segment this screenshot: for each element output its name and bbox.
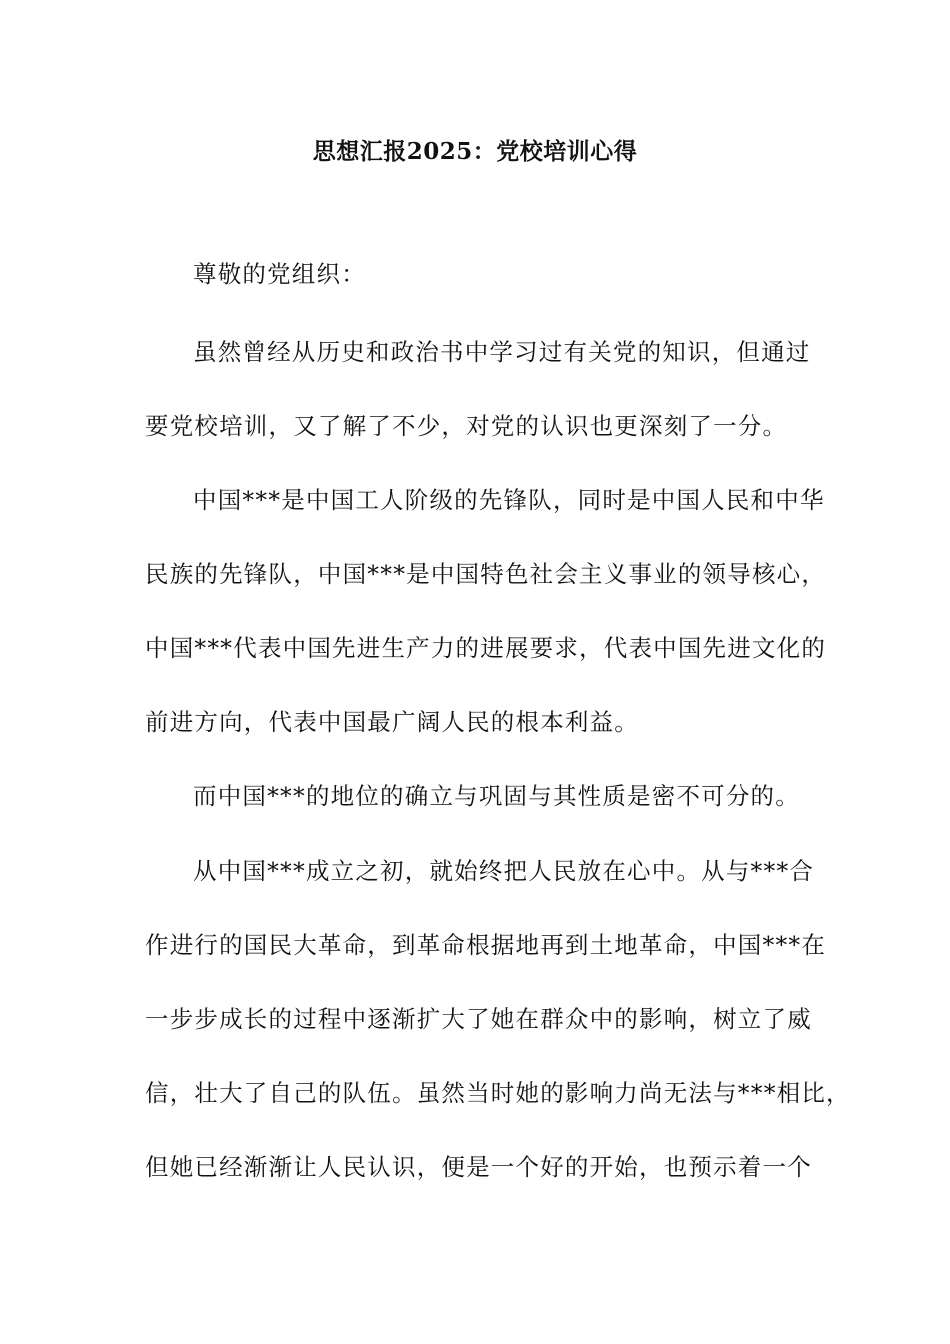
document-title: 思想汇报2025：党校培训心得: [312, 138, 638, 165]
paragraph-line: 前进方向，代表中国最广阔人民的根本利益。: [145, 708, 639, 736]
paragraph-line: 但她已经渐渐让人民认识，便是一个好的开始，也预示着一个: [145, 1153, 812, 1181]
paragraph-line: 信，壮大了自己的队伍。虽然当时她的影响力尚无法与***相比，: [145, 1079, 851, 1107]
paragraph-line: 虽然曾经从历史和政治书中学习过有关党的知识，但通过: [193, 338, 811, 366]
paragraph-line: 一步步成长的过程中逐渐扩大了她在群众中的影响，树立了威: [145, 1005, 812, 1033]
paragraph-line: 从中国***成立之初，就始终把人民放在心中。从与***合: [193, 857, 815, 885]
paragraph-line: 中国***是中国工人阶级的先锋队，同时是中国人民和中华: [193, 486, 825, 514]
paragraph-line: 作进行的国民大革命，到革命根据地再到土地革命，中国***在: [145, 931, 827, 959]
paragraph-line: 而中国***的地位的确立与巩固与其性质是密不可分的。: [193, 782, 800, 810]
paragraph-line: 中国***代表中国先进生产力的进展要求，代表中国先进文化的: [145, 634, 827, 662]
paragraph-line: 民族的先锋队，中国***是中国特色社会主义事业的领导核心，: [145, 560, 827, 588]
salutation: 尊敬的党组织：: [193, 260, 366, 288]
paragraph-line: 要党校培训，又了解了不少，对党的认识也更深刻了一分。: [145, 412, 788, 440]
